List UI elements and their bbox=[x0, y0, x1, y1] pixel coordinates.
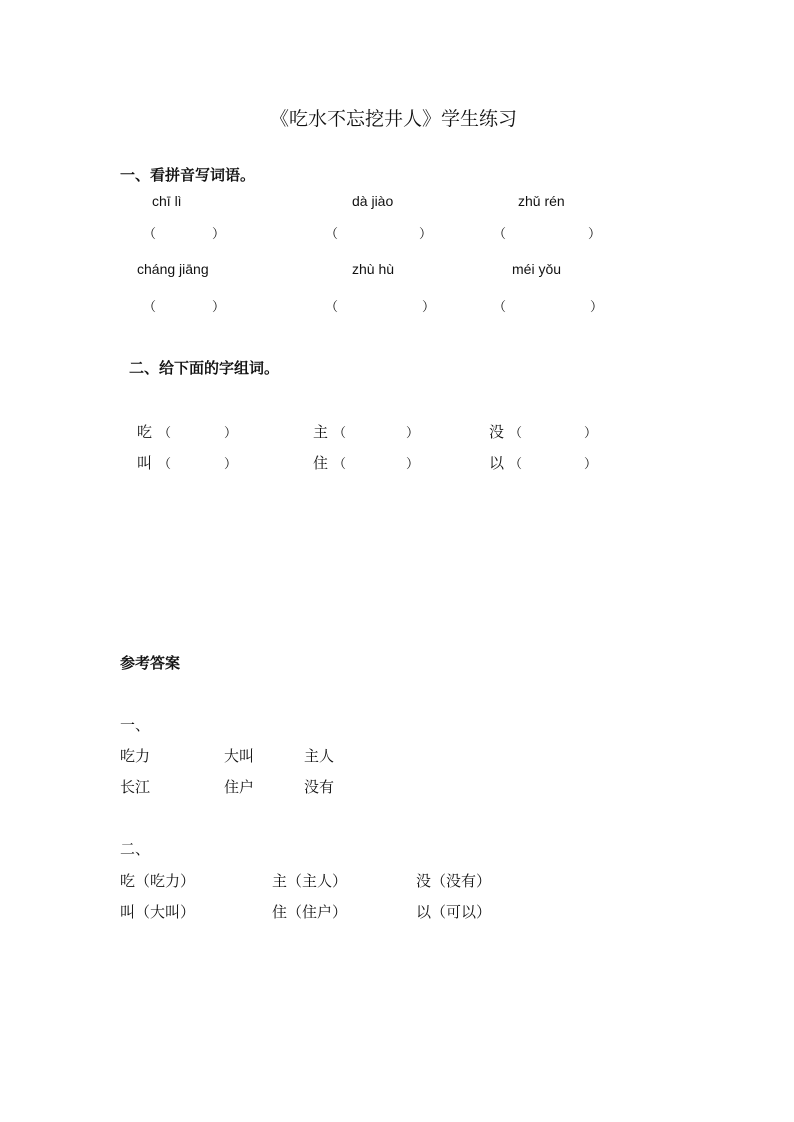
answer-bracket-close: ） bbox=[590, 300, 604, 315]
word-char: 没 bbox=[489, 423, 505, 441]
answer-word: 大叫 bbox=[224, 747, 255, 765]
word-char: 以 bbox=[489, 454, 505, 472]
answer-item: 住（住户） bbox=[272, 903, 348, 921]
answer-bracket-close: ） bbox=[588, 227, 602, 242]
pinyin-item: chī lì bbox=[152, 193, 182, 209]
answer-bracket-close: ） bbox=[224, 457, 238, 472]
answer-bracket-open: （ bbox=[509, 457, 523, 472]
answer-bracket-open: （ bbox=[333, 426, 347, 441]
answers-part2-label: 二、 bbox=[120, 840, 151, 858]
section1-heading: 一、看拼音写词语。 bbox=[120, 166, 256, 184]
answer-item: 吃（吃力） bbox=[120, 872, 196, 890]
answer-item: 没（没有） bbox=[416, 872, 492, 890]
answer-bracket-close: ） bbox=[224, 426, 238, 441]
pinyin-item: méi yǒu bbox=[512, 261, 562, 277]
answer-word: 吃力 bbox=[120, 747, 151, 765]
answer-bracket-open: （ bbox=[509, 426, 523, 441]
answer-bracket-close: ） bbox=[584, 457, 598, 472]
answer-bracket-open: （ bbox=[325, 300, 339, 315]
word-char: 叫 bbox=[137, 454, 153, 472]
answer-item: 叫（大叫） bbox=[120, 903, 196, 921]
answer-bracket-open: （ bbox=[325, 227, 339, 242]
answer-bracket-close: ） bbox=[212, 227, 226, 242]
answer-bracket-open: （ bbox=[143, 300, 157, 315]
answers-heading: 参考答案 bbox=[120, 654, 181, 672]
pinyin-item: zhù hù bbox=[352, 261, 395, 277]
answer-bracket-close: ） bbox=[584, 426, 598, 441]
answer-bracket-open: （ bbox=[143, 227, 157, 242]
pinyin-item: zhǔ rén bbox=[518, 193, 565, 209]
answer-bracket-close: ） bbox=[212, 300, 226, 315]
word-char: 主 bbox=[313, 423, 329, 441]
answer-bracket-open: （ bbox=[493, 300, 507, 315]
answer-word: 长江 bbox=[120, 778, 151, 796]
answer-bracket-open: （ bbox=[493, 227, 507, 242]
answers-part1-label: 一、 bbox=[120, 716, 151, 734]
word-char: 吃 bbox=[137, 423, 153, 441]
answer-item: 以（可以） bbox=[416, 903, 492, 921]
answer-bracket-close: ） bbox=[422, 300, 436, 315]
worksheet-title: 《吃水不忘挖井人》学生练习 bbox=[270, 108, 518, 130]
answer-bracket-close: ） bbox=[406, 457, 420, 472]
pinyin-item: dà jiào bbox=[352, 193, 394, 209]
answer-bracket-close: ） bbox=[419, 227, 433, 242]
answer-bracket-open: （ bbox=[158, 457, 172, 472]
answer-word: 没有 bbox=[304, 778, 335, 796]
answer-bracket-open: （ bbox=[158, 426, 172, 441]
answer-word: 住户 bbox=[224, 778, 255, 796]
word-char: 住 bbox=[313, 454, 329, 472]
pinyin-item: cháng jiāng bbox=[137, 261, 209, 277]
answer-bracket-close: ） bbox=[406, 426, 420, 441]
answer-bracket-open: （ bbox=[333, 457, 347, 472]
answer-word: 主人 bbox=[304, 747, 335, 765]
section2-heading: 二、给下面的字组词。 bbox=[129, 359, 280, 377]
answer-item: 主（主人） bbox=[272, 872, 348, 890]
